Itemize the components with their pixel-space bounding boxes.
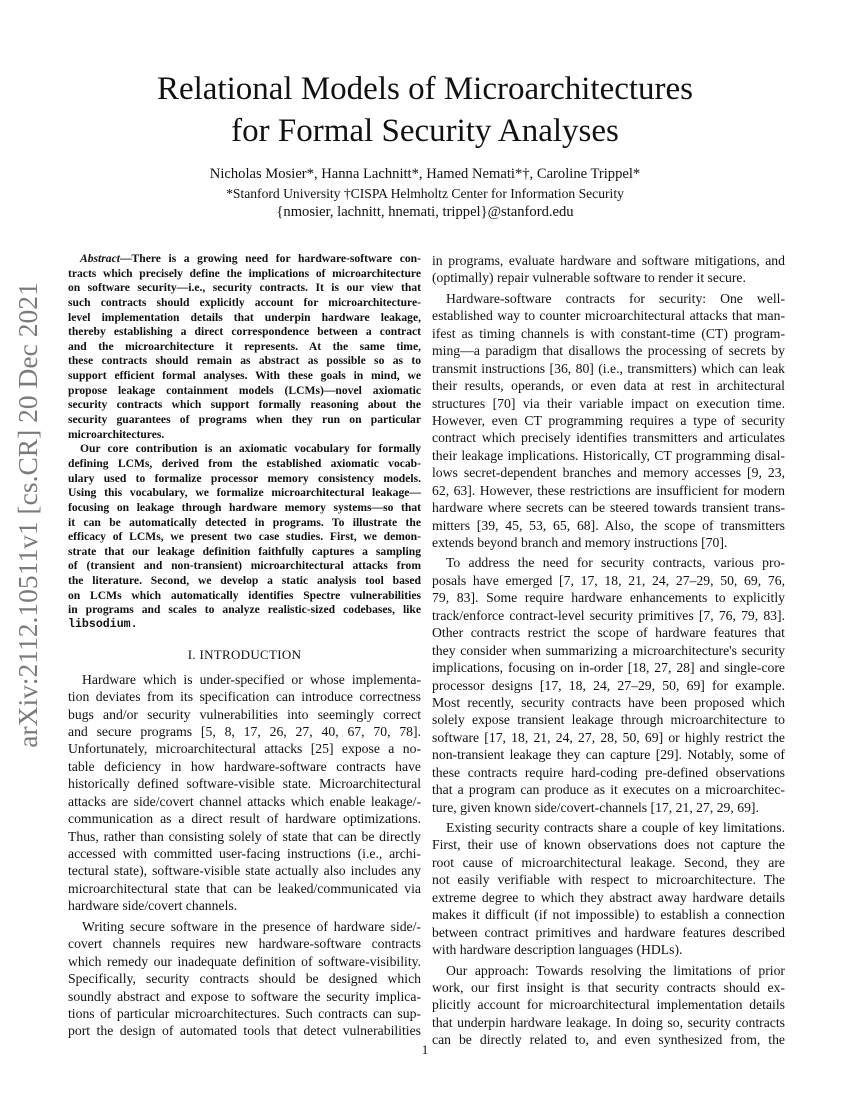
abstract-line: focusing on leakage through hardware memory systems—so that	[68, 500, 421, 514]
abstract-line: efficacy of LCMs, we present two case studies. First, we demon-	[68, 530, 421, 544]
body-line: hardware side/covert channels.	[68, 898, 238, 914]
body-line: Unfortunately, microarchitectural attacks [25] expose a no-	[68, 741, 421, 757]
body-line: these contracts require hard-coding pre-defined observations	[432, 764, 785, 780]
body-line: plicitly account for microarchitectural implementation details	[432, 997, 785, 1013]
abstract-line: on LCMs which automatically identifies Spectre vulnerabilities	[68, 588, 421, 602]
body-line: extreme degree to which they abstract away hardware details	[432, 889, 785, 905]
body-line: hardware where secrets can be steered towards transient trans-	[432, 500, 785, 516]
body-line: ture, given known side/covert-channels [17, 21, 27, 29, 69].	[432, 799, 759, 815]
arxiv-sidebar-stamp	[10, 265, 46, 765]
body-line: solely expose transient leakage through microarchitecture to	[432, 712, 785, 728]
body-line: and secure programs [5, 8, 17, 26, 27, 40, 67, 70, 78].	[68, 723, 421, 739]
body-line: To address the need for security contracts, various pro-	[446, 555, 785, 571]
body-line: Writing secure software in the presence of hardware side/-	[82, 918, 421, 934]
abstract-line: and the microarchitecture it represents. At the same time,	[68, 339, 421, 353]
body-line: tions of particular microarchitectures. Such contracts can sup-	[68, 1005, 421, 1021]
body-line: transmit instructions [36, 80] (i.e., transmitters) which can leak	[432, 360, 785, 376]
body-line: historically defined software-visible state. Microarchitectural	[68, 776, 421, 792]
body-line: in programs, evaluate hardware and software mitigations, and	[432, 253, 785, 268]
body-line: software [17, 18, 21, 24, 27, 28, 50, 69] or highly restrict the	[432, 729, 785, 745]
title-line-2: for Formal Security Analyses	[231, 113, 619, 149]
abstract-line: microarchitectures.	[68, 427, 165, 441]
author-affiliations: *Stanford University †CISPA Helmholtz Center for Information Security	[226, 186, 624, 201]
abstract-line: of (transient and non-transient) microarchitectural attacks from	[68, 559, 421, 573]
body-line: work, our first insight is that security contracts should ex-	[432, 979, 785, 995]
author-emails: {nmosier, lachnitt, hnemati, trippel}@stanford.edu	[276, 204, 574, 220]
abstract-line: Abstract—There is a growing need for hardware-software con-	[80, 252, 421, 265]
section-heading: I. INTRODUCTION	[187, 646, 302, 662]
right-column	[432, 252, 785, 1049]
body-line: communication as a direct result of hardware optimizations.	[68, 811, 421, 827]
body-line: First, their use of known observations does not capture the	[432, 837, 785, 853]
body-line: between contract primitives and hardware features described	[432, 924, 785, 940]
body-line: mitters [39, 45, 53, 65, 68]. Also, the scope of transmitters	[432, 517, 785, 533]
body-line: makes it difficult (if not impossible) to establish a connection	[432, 907, 785, 923]
body-line: that underpin hardware leakage. In doing so, security contracts	[432, 1014, 785, 1030]
body-line: with hardware description languages (HDLs).	[432, 942, 683, 958]
abstract-line: the literature. Second, we develop a static analysis tool based	[68, 574, 421, 588]
body-line: accessed with committed user-facing instructions (i.e., archi-	[68, 846, 421, 862]
body-line: Hardware-software contracts for security: One well-	[446, 290, 785, 306]
body-line: track/enforce contract-level security primitives [7, 76, 79, 83].	[432, 607, 785, 623]
body-line: Our approach: Towards resolving the limitations of prior	[446, 962, 785, 978]
body-line: contract which precisely identifies transmitters and articulates	[432, 430, 785, 446]
abstract-line: security contracts which support formally reasoning about the	[68, 398, 421, 412]
body-line: their leakage implications. Historically, CT programming disal-	[432, 447, 785, 463]
body-line: 79, 83]. Some require hardware enhancements to explicitly	[432, 590, 785, 606]
abstract-line: propose leakage containment models (LCMs)—novel axiomatic	[68, 383, 421, 397]
author-block	[60, 165, 790, 222]
body-line: table deficiency in how hardware-software contracts have	[68, 758, 421, 774]
abstract-line: tracts which precisely define the implications of microarchitecture	[68, 266, 421, 280]
title-line-1: Relational Models of Microarchitectures	[156, 71, 694, 107]
body-line: which remedy our inadequate definition of software-visibility.	[68, 953, 421, 969]
abstract-line: ulary used to formalize processor memory consistency models.	[68, 471, 421, 485]
body-line: Existing security contracts share a couple of key limitations.	[446, 820, 785, 835]
body-line: not easily verifiable with respect to microarchitecture. The	[432, 872, 785, 888]
abstract-line: defining LCMs, derived from the established axiomatic vocab-	[68, 456, 421, 470]
body-line: However, even CT programming requires a type of security	[432, 412, 785, 428]
abstract-line: Using this vocabulary, we formalize microarchitectural leakage—	[68, 486, 421, 500]
abstract-line: Our core contribution is an axiomatic vocabulary for formally	[80, 442, 421, 456]
abstract-line: level implementation details that underpin hardware leakage,	[68, 310, 421, 324]
page-number: 1	[421, 1042, 429, 1057]
body-line: Thus, rather than consisting solely of state that can be directly	[68, 828, 421, 844]
body-line: ming—a paradigm that disallows the processing of secrets by	[432, 343, 785, 359]
body-line: soundly abstract and expose to software the security implica-	[68, 988, 421, 1004]
abstract-line: in programs and scales to analyze realistic-sized codebases, like	[68, 603, 421, 617]
abstract-line: support efficient formal analyses. With these goals in mind, we	[68, 369, 421, 383]
abstract-line: strate that our leakage definition faithfully captures a sampling	[68, 544, 421, 558]
body-line: established way to counter microarchitectural attacks that man-	[432, 308, 785, 324]
body-line: they consider when summarizing a microarchitecture's security	[432, 642, 785, 658]
abstract-line: security guarantees of programs when they run on particular	[68, 413, 421, 427]
author-names: Nicholas Mosier*, Hanna Lachnitt*, Hamed Nemati*†, Caroline Trippel*	[209, 166, 641, 182]
abstract	[68, 252, 421, 633]
body-line: implications, focusing on in-order [18, 27, 28] and single-core	[432, 660, 785, 676]
body-line: lows secret-dependent branches and memory accesses [9, 23,	[432, 465, 785, 481]
body-line: 62, 63]. However, these restrictions are insufficient for modern	[432, 482, 785, 498]
body-line: Other contracts restrict the scope of hardware features that	[432, 625, 785, 641]
body-line: microarchitectural state that can be leaked/communicated via	[68, 880, 421, 896]
body-line: Hardware which is under-specified or whose implementa-	[82, 671, 421, 687]
abstract-line: it can be automatically detected in programs. To illustrate the	[68, 515, 421, 529]
body-line: port the design of automated tools that detect vulnerabilities	[68, 1023, 421, 1039]
abstract-line: thereby establishing a direct correspondence between a contract	[68, 325, 421, 339]
body-line: tectural state), software-visible state actually also includes any	[68, 863, 421, 879]
abstract-line: libsodium.	[68, 618, 138, 632]
body-line: tion deviates from its specification can introduce correctness	[68, 689, 421, 705]
body-line: structures [70] via their variable impact on execution time.	[432, 395, 785, 411]
body-line: non-transient leakage they can capture [29]. Notably, some of	[432, 747, 785, 763]
arxiv-identifier: arXiv:2112.10511v1 [cs.CR] 20 Dec 2021	[12, 282, 43, 748]
body-line: attacks are side/covert channel attacks which enable leakage/-	[68, 793, 421, 809]
body-line: bugs and/or security vulnerabilities into seemingly correct	[68, 706, 421, 722]
abstract-label: Abstract	[80, 252, 120, 265]
abstract-line: on software security—i.e., security contracts. It is our view that	[68, 281, 421, 295]
paper-title	[60, 68, 790, 152]
body-line: extends beyond branch and memory instructions [70].	[432, 535, 728, 550]
body-line: their results, operands, or even data at rest in architectural	[432, 378, 785, 394]
body-line: can be directly related to, and even synthesized from, the	[432, 1032, 785, 1048]
body-line: covert channels requires new hardware-software contracts	[68, 936, 421, 952]
body-line: ifest as timing channels is with constant-time (CT) program-	[432, 325, 785, 341]
body-line: Specifically, security contracts should be designed which	[68, 971, 421, 987]
left-column	[68, 252, 421, 1040]
body-line: Most recently, security contracts have been proposed which	[432, 694, 785, 710]
abstract-line: these contracts should remain as abstract as possible so as to	[68, 354, 421, 368]
body-line: root cause of microarchitectural leakage. Second, they are	[432, 854, 785, 870]
body-line: processor designs [17, 18, 24, 27–29, 50, 69] for example.	[432, 677, 785, 693]
body-line: (optimally) repair vulnerable software to render it secure.	[432, 270, 746, 286]
body-line: posals have emerged [7, 17, 18, 21, 24, 27–29, 50, 69, 76,	[432, 572, 785, 588]
abstract-line: such contracts should explicitly account for microarchitecture-	[68, 295, 421, 309]
body-line: that a program can produce as it executes on a microarchitec-	[432, 782, 785, 798]
